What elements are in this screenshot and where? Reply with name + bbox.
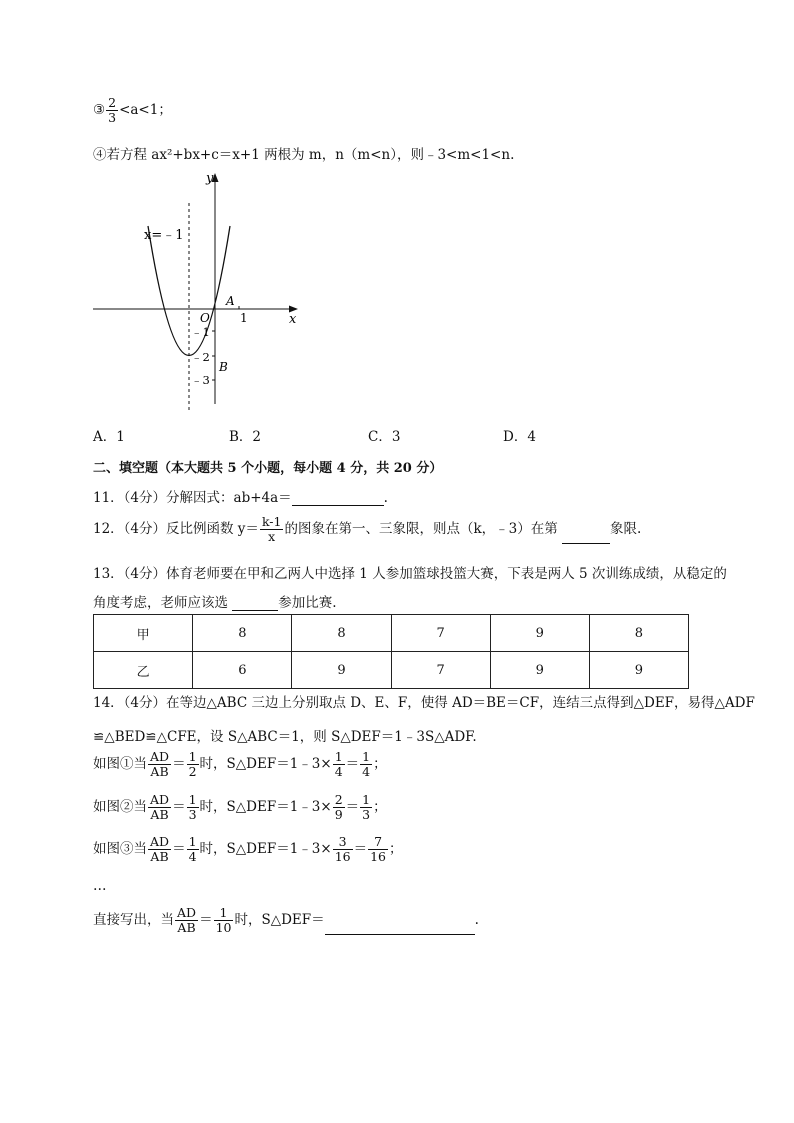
origin-label: O [200, 311, 210, 325]
question-13-line-1: 13．（4分）体育老师要在甲和乙两人中选择 1 人参加篮球投篮大赛，下表是两人 5 次训练成绩，从稳定的 [93, 566, 727, 582]
case-formula: 时，S△DEF＝1﹣3× [199, 841, 332, 857]
table-cell: 8 [292, 615, 391, 652]
fraction-area: $\frac{1}{4}$ [334, 749, 343, 779]
equals-sign: ＝ [345, 756, 360, 772]
question-13-end: 参加比赛. [278, 595, 337, 611]
option-3-text: <a<1； [119, 102, 172, 118]
question-14-line-1: 14．（4分）在等边△ABC 三边上分别取点 D、E、F，使得 AD＝BE＝CF，连结三点得到△DEF，易得△ADF [93, 695, 755, 711]
table-cell: 7 [391, 652, 490, 689]
question-11-end: . [383, 490, 388, 506]
fraction-two-thirds: $\frac{2}{3}$ [108, 95, 117, 125]
question-12-text-2: 的图象在第一、三象限，则点（k，﹣3）在第 [284, 521, 558, 537]
final-label: 直接写出，当 [93, 912, 174, 928]
table-cell: 6 [193, 652, 292, 689]
question-14-final: 直接写出，当 $\frac{AD}{AB}$ ＝ $\frac{1}{10}$ 时，S△DEF＝ . [93, 905, 479, 935]
case-formula: 时，S△DEF＝1﹣3× [199, 756, 332, 772]
fraction-result: $\frac{1}{4}$ [362, 749, 371, 779]
final-end: . [474, 912, 479, 928]
case-1: 如图①当 $\frac{AD}{AB}$ ＝ $\frac{1}{2}$ 时，S△DEF＝1﹣3× $\frac{1}{4}$ ＝ $\frac{1}{4}$ ； [93, 749, 387, 779]
answer-blank-11[interactable] [292, 491, 384, 506]
fraction-ad-ab: $\frac{AD}{AB}$ [150, 834, 170, 864]
option-3-mark: ③ [93, 102, 106, 118]
table-cell: 9 [292, 652, 391, 689]
question-11-text: 11．（4分）分解因式：ab+4a＝ [93, 490, 292, 506]
question-14-line-2: ≌△BED≌△CFE，设 S△ABC＝1，则 S△DEF＝1﹣3S△ADF. [93, 729, 477, 745]
option-4-text: 若方程 ax²+bx+c＝x+1 两根为 m，n（m<n），则﹣3<m<1<n. [106, 147, 515, 163]
final-formula: 时，S△DEF＝ [234, 912, 325, 928]
question-12-text: 12．（4分）反比例函数 y＝ [93, 521, 259, 537]
table-row-yi [94, 652, 689, 689]
equals-sign: ＝ [353, 841, 368, 857]
fraction-area: $\frac{3}{16}$ [334, 834, 351, 864]
choice-d: D．4 [503, 429, 536, 445]
y-label: y [206, 171, 214, 186]
fraction-ad-ab: $\frac{AD}{AB}$ [177, 905, 197, 935]
question-12-end: 象限. [610, 521, 642, 537]
table-cell: 9 [490, 615, 589, 652]
ellipsis: … [93, 878, 107, 894]
answer-blank-14[interactable] [325, 920, 475, 935]
question-13-line-2 [93, 591, 337, 611]
table-row-jia [94, 615, 689, 652]
option-4 [93, 143, 514, 163]
case-label: 如图②当 [93, 799, 147, 815]
answer-blank-13[interactable] [232, 596, 278, 611]
table-cell: 7 [391, 615, 490, 652]
fraction-ad-ab: $\frac{AD}{AB}$ [150, 792, 170, 822]
table-cell: 8 [193, 615, 292, 652]
fraction-ratio: $\frac{1}{4}$ [188, 834, 197, 864]
score-table [93, 614, 689, 689]
case-label: 如图③当 [93, 841, 147, 857]
section-heading: 二、填空题（本大题共 5 个小题，每小题 4 分，共 20 分） [93, 461, 443, 476]
answer-blank-12[interactable] [562, 529, 610, 544]
case-formula: 时，S△DEF＝1﹣3× [199, 799, 332, 815]
table-cell: 8 [589, 615, 688, 652]
tick-m3-label: ﹣3 [191, 373, 210, 387]
table-cell: 乙 [94, 652, 193, 689]
case-label: 如图①当 [93, 756, 147, 772]
case-2: 如图②当 $\frac{AD}{AB}$ ＝ $\frac{1}{3}$ 时，S△DEF＝1﹣3× $\frac{2}{9}$ ＝ $\frac{1}{3}$ ； [93, 792, 387, 822]
table-cell: 9 [589, 652, 688, 689]
point-b-label: B [219, 360, 228, 374]
case-end: ； [389, 841, 403, 857]
table-cell: 甲 [94, 615, 193, 652]
fraction-ad-ab: $\frac{AD}{AB}$ [150, 749, 170, 779]
table-cell: 9 [490, 652, 589, 689]
fraction-one-tenth: $\frac{1}{10}$ [215, 905, 232, 935]
tick-m1-label: ﹣1 [191, 325, 210, 339]
question-11 [93, 486, 388, 506]
x-label: x [289, 312, 297, 327]
case-end: ； [373, 799, 387, 815]
fraction-ratio: $\frac{1}{3}$ [188, 792, 197, 822]
question-12 [93, 515, 641, 544]
tick-m2-label: ﹣2 [191, 350, 210, 364]
question-13-text: 角度考虑，老师应该选 [93, 595, 228, 611]
case-3: 如图③当 $\frac{AD}{AB}$ ＝ $\frac{1}{4}$ 时，S△DEF＝1﹣3× $\frac{3}{16}$ ＝ $\frac{7}{16}$ ； [93, 834, 403, 864]
parabola-graph [88, 168, 308, 414]
option-4-mark: ④ [93, 147, 107, 163]
one-label: 1 [240, 311, 248, 325]
equals-sign: ＝ [345, 799, 360, 815]
case-end: ； [373, 756, 387, 772]
fraction-k-minus-1-over-x: $\frac{k-1}{x}$ [261, 514, 282, 544]
fraction-result: $\frac{7}{16}$ [370, 834, 386, 864]
fraction-ratio: $\frac{1}{2}$ [188, 749, 197, 779]
fraction-result: $\frac{1}{3}$ [362, 792, 371, 822]
fraction-area: $\frac{2}{9}$ [334, 792, 343, 822]
point-a-label: A [226, 294, 235, 308]
choice-b: B．2 [229, 429, 262, 445]
choice-a: A．1 [93, 429, 125, 445]
choice-c: C．3 [368, 429, 401, 445]
option-3 [93, 96, 172, 125]
symmetry-label: x=﹣1 [144, 228, 184, 243]
